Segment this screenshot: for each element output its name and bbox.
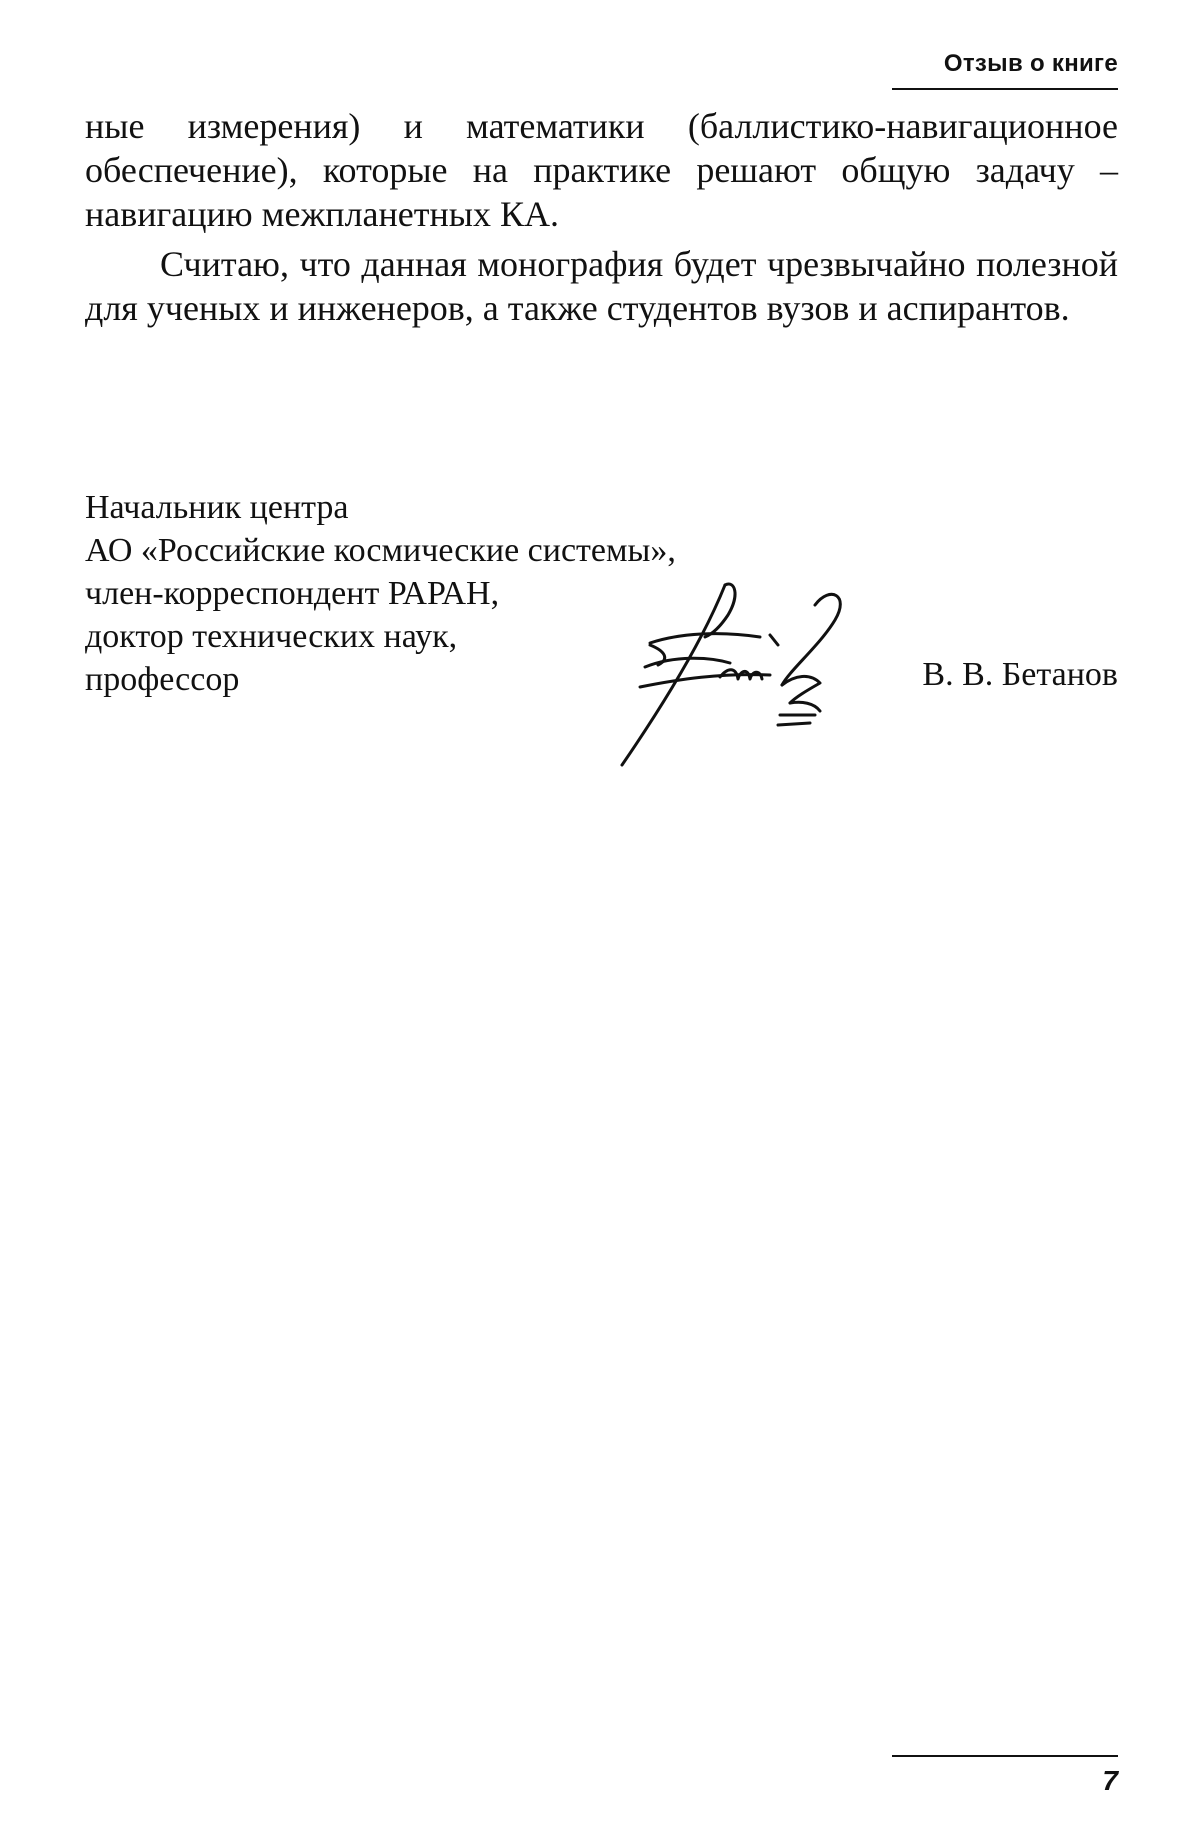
- paragraph-continuation: ные измерения) и математики (баллистико-навигационное обеспечение), которые на практике решают общую задачу – навигацию межпланетных КА.: [85, 106, 1118, 234]
- signatory-position: Начальник центра: [85, 489, 349, 526]
- signer-name: В. В. Бетанов: [922, 656, 1118, 693]
- paragraph: Считаю, что данная монография будет чрезвычайно полезной для ученых и инженеров, а также студентов вузов и аспирантов.: [85, 244, 1118, 328]
- header-rule: [892, 88, 1118, 90]
- running-head: Отзыв о книге: [943, 50, 1118, 77]
- page-number: 7: [1102, 1765, 1118, 1796]
- footer-rule: [892, 1755, 1118, 1757]
- signatory-titles: [85, 486, 676, 701]
- signatory-organization: АО «Российские космические системы»,: [85, 532, 676, 569]
- signatory-rank: профессор: [85, 661, 240, 698]
- handwritten-signature: [610, 575, 890, 775]
- signatory-degree: доктор технических наук,: [85, 618, 458, 655]
- body-text: [85, 104, 1118, 330]
- signatory-membership: член-корреспондент РАРАН,: [85, 575, 500, 612]
